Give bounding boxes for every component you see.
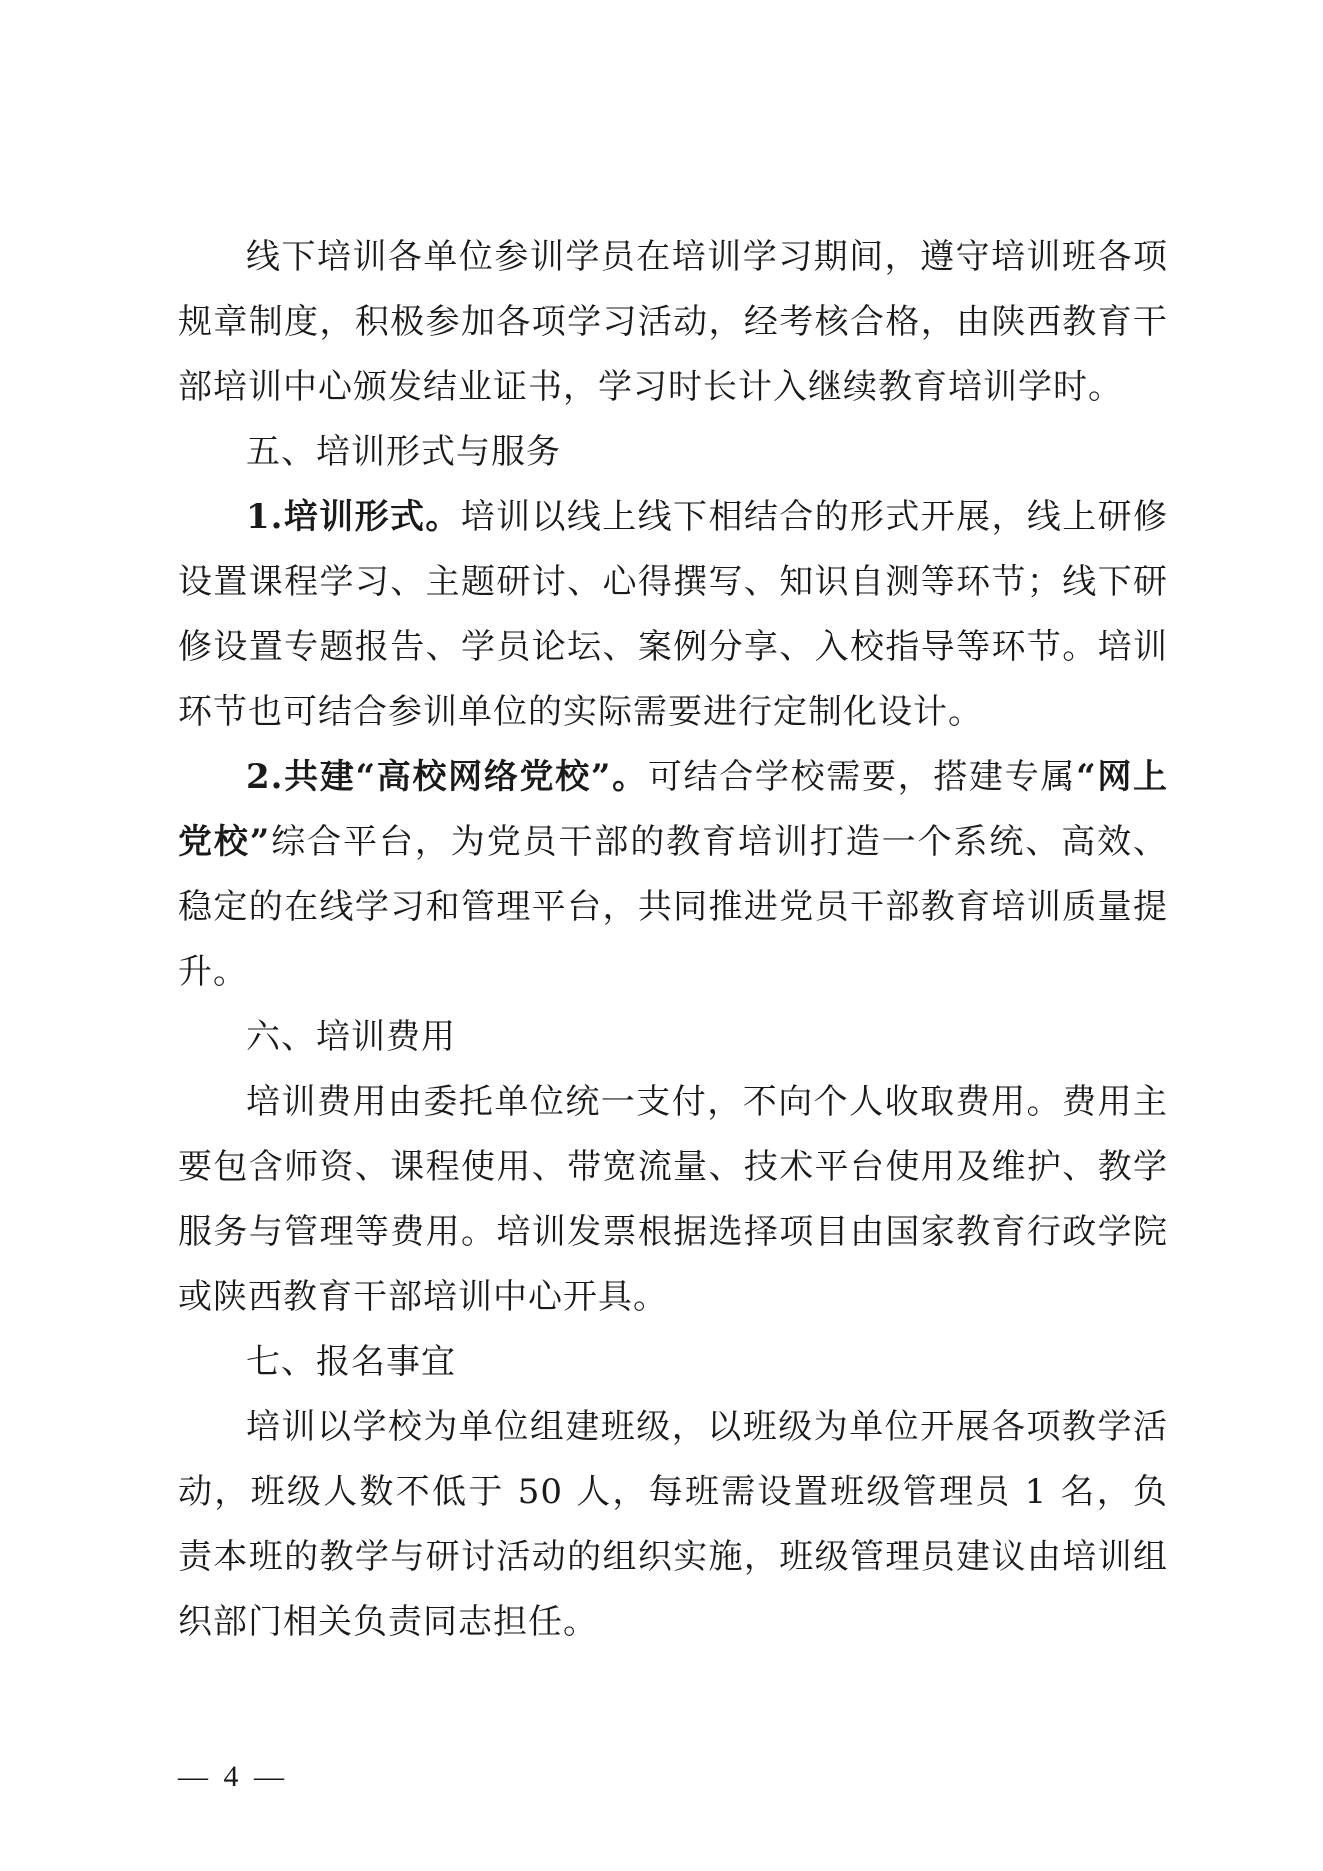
paragraph-registration: 培训以学校为单位组建班级，以班级为单位开展各项教学活动，班级人数不低于 50 人，每班需设置班级管理员 1 名，负责本班的教学与研讨活动的组织实施，班级管理员建议由培训组织部门相关负责同志担任。 xyxy=(178,1407,1168,1642)
item-text-training-format: 培训以线上线下相结合的形式开展，线上研修设置课程学习、主题研讨、心得撰写、知识自测等环节；线下研修设置专题报告、学员论坛、案例分享、入校指导等环节。培训环节也可结合参训单位的实际需要进行定制化设计。 xyxy=(178,497,1168,732)
item-title-training-format: 1.培训形式。 xyxy=(246,497,461,537)
item-title-party-school: 2.共建“高校网络党校”。 xyxy=(246,757,648,797)
document-body xyxy=(178,225,1168,1655)
section-heading-7: 七、报名事宜 xyxy=(246,1342,456,1382)
page-number: — 4 — xyxy=(178,1760,288,1793)
item-bold-online-party-school: “网上党校” xyxy=(178,757,1169,862)
section-heading-5: 五、培训形式与服务 xyxy=(246,432,561,472)
paragraph-certificate: 线下培训各单位参训学员在培训学习期间，遵守培训班各项规章制度，积极参加各项学习活动，经考核合格，由陕西教育干部培训中心颁发结业证书，学习时长计入继续教育培训学时。 xyxy=(178,237,1168,407)
item-text-party-school-c: 综合平台，为党员干部的教育培训打造一个系统、高效、稳定的在线学习和管理平台，共同推进党员干部教育培训质量提升。 xyxy=(178,822,1169,992)
paragraph-training-format xyxy=(178,485,1168,745)
item-text-party-school-a: 可结合学校需要，搭建专属 xyxy=(647,757,1077,797)
paragraph-fees: 培训费用由委托单位统一支付，不向个人收取费用。费用主要包含师资、课程使用、带宽流量、技术平台使用及维护、教学服务与管理等费用。培训发票根据选择项目由国家教育行政学院或陕西教育干部培训中心开具。 xyxy=(178,1082,1168,1317)
paragraph-party-school xyxy=(178,745,1168,1005)
section-heading-6: 六、培训费用 xyxy=(246,1017,456,1057)
